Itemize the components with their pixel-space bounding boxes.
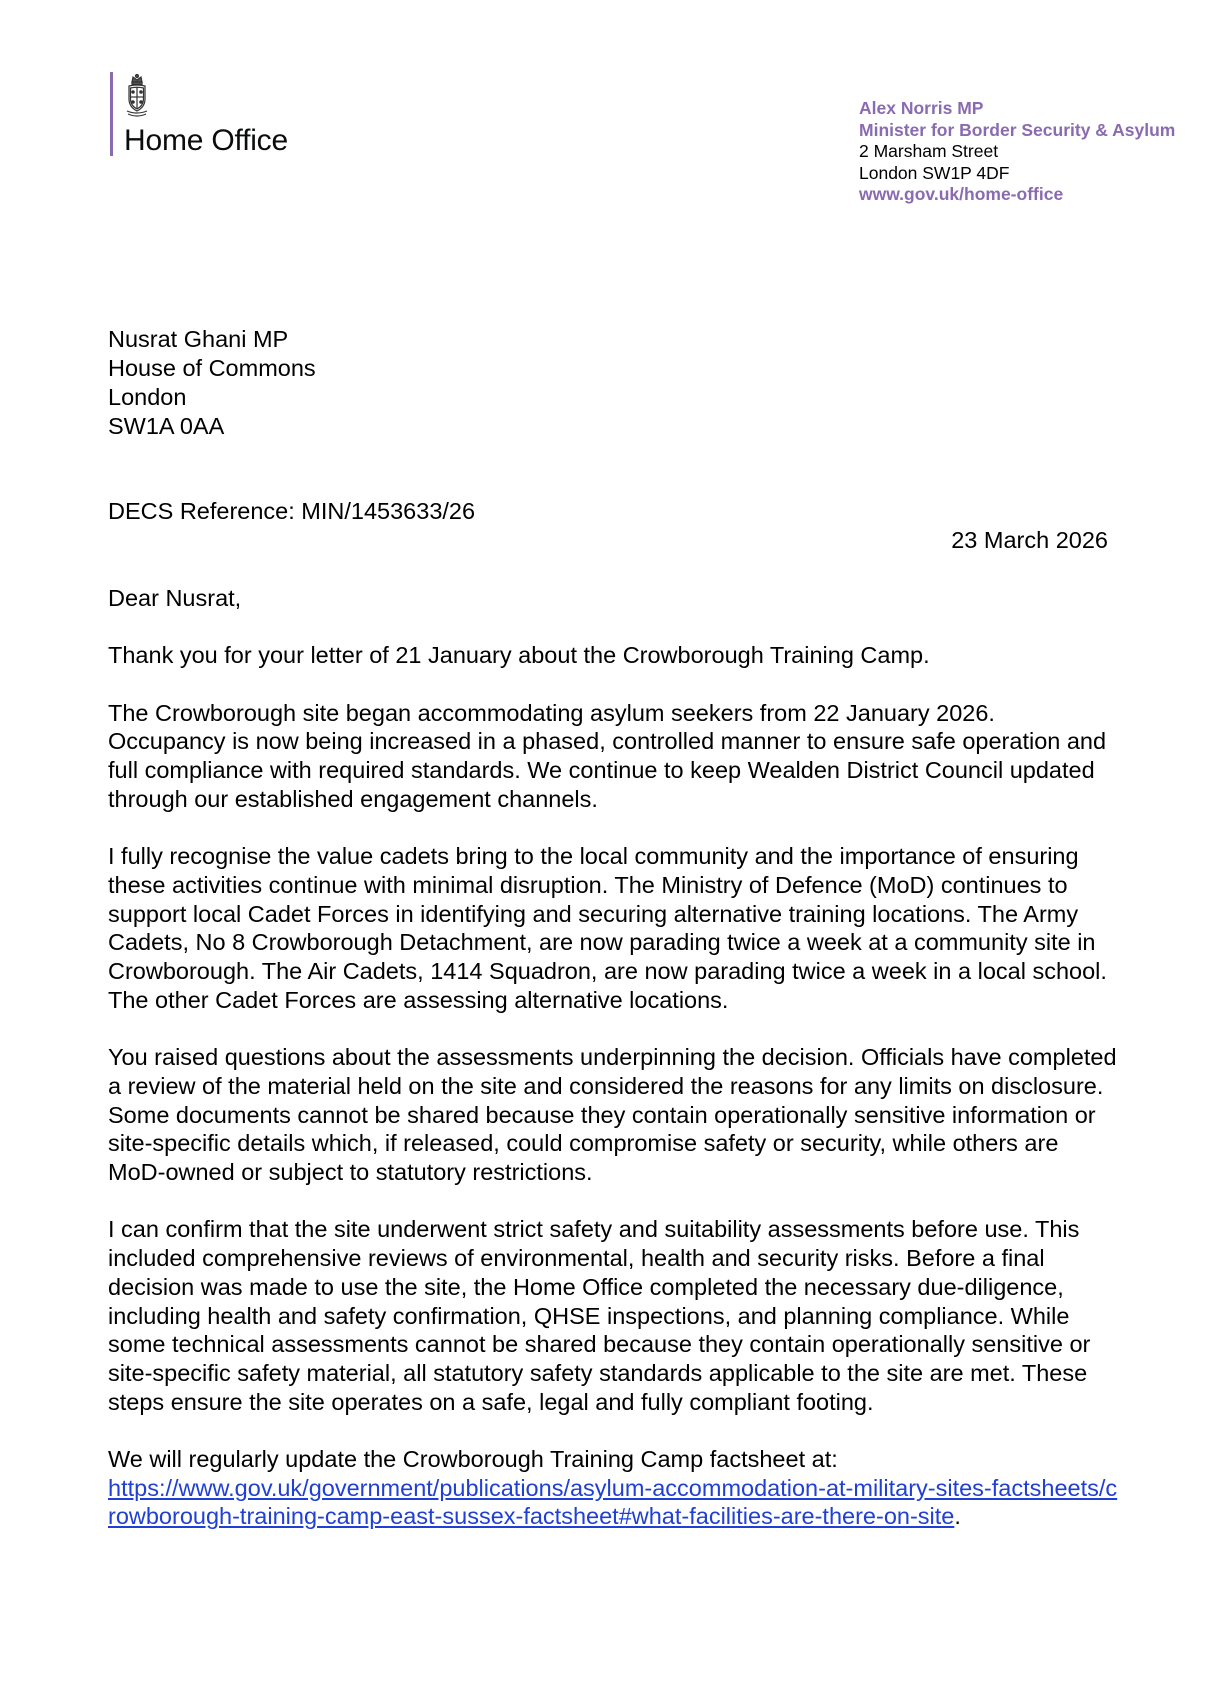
- paragraph-assessments: You raised questions about the assessments underpinning the decision. Officials have completed a review of the material held on the site and considered the reasons for any limits on disclosure. Some documents cannot be shared because they contain operationally sensitive information or site-specific details which, if released, could compromise safety or security, while others are MoD-owned or subject to statutory restrictions.: [108, 1044, 1117, 1185]
- recipient-line1: House of Commons: [108, 355, 316, 381]
- paragraph-safety: I can confirm that the site underwent strict safety and suitability assessments before use. This included comprehensive reviews of environmental, health and security risks. Before a final decision was made to use the site, the Home Office completed the necessary due-diligence, including health and safety confirmation, QHSE inspections, and planning compliance. While some technical assessments cannot be shared because they contain operationally sensitive or site-specific safety material, all statutory safety standards applicable to the site are met. These steps ensure the site operates on a safe, legal and fully compliant footing.: [108, 1216, 1091, 1415]
- department-name: Home Office: [124, 124, 288, 157]
- recipient-name: Nusrat Ghani MP: [108, 326, 289, 352]
- sender-address-line1: 2 Marsham Street: [859, 141, 999, 161]
- sender-block: [859, 98, 1189, 206]
- paragraph-thanks: Thank you for your letter of 21 January about the Crowborough Training Camp.: [108, 642, 930, 669]
- sender-name: Alex Norris MP: [859, 98, 984, 118]
- recipient-address: [108, 325, 316, 441]
- paragraph-cadets: I fully recognise the value cadets bring to the local community and the importance of ensuring these activities continue with minimal disruption. The Ministry of Defence (MoD) continues to support local Cadet Forces in identifying and securing alternative training locations. The Army Cadets, No 8 Crowborough Detachment, are now parading twice a week at a community site in Crowborough. The Air Cadets, 1414 Squadron, are now parading twice a week in a local school. The other Cadet Forces are assessing alternative locations.: [108, 843, 1107, 1013]
- sender-address-line2: London SW1P 4DF: [859, 162, 1010, 183]
- reference-number: DECS Reference: MIN/1453633/26: [108, 498, 476, 524]
- paragraph-closing: [108, 1445, 1118, 1531]
- closing-period: .: [954, 1503, 961, 1530]
- recipient-postcode: SW1A 0AA: [108, 413, 225, 439]
- sender-title: Minister for Border Security & Asylum: [859, 119, 1176, 140]
- factsheet-link[interactable]: https://www.gov.uk/government/publications/asylum-accommodation-at-military-sites-factsheets/crowborough-training-camp-east-sussex-factsheet#what-facilities-are-there-on-site: [108, 1474, 1118, 1530]
- paragraph-occupancy: The Crowborough site began accommodating asylum seekers from 22 January 2026. Occupancy is now being increased in a phased, controlled manner to ensure safe operation and full compliance with required standards. We continue to keep Wealden District Council updated through our established engagement channels.: [108, 699, 1107, 812]
- royal-crest-icon: [124, 73, 150, 121]
- sender-website: www.gov.uk/home-office: [859, 184, 1064, 204]
- letter-body: [108, 584, 1118, 1560]
- salutation: Dear Nusrat,: [108, 585, 242, 611]
- logo-bar: [110, 72, 113, 156]
- recipient-line2: London: [108, 384, 187, 410]
- letter-date: 23 March 2026: [951, 527, 1108, 553]
- closing-intro: We will regularly update the Crowborough Training Camp factsheet at:: [108, 1446, 838, 1472]
